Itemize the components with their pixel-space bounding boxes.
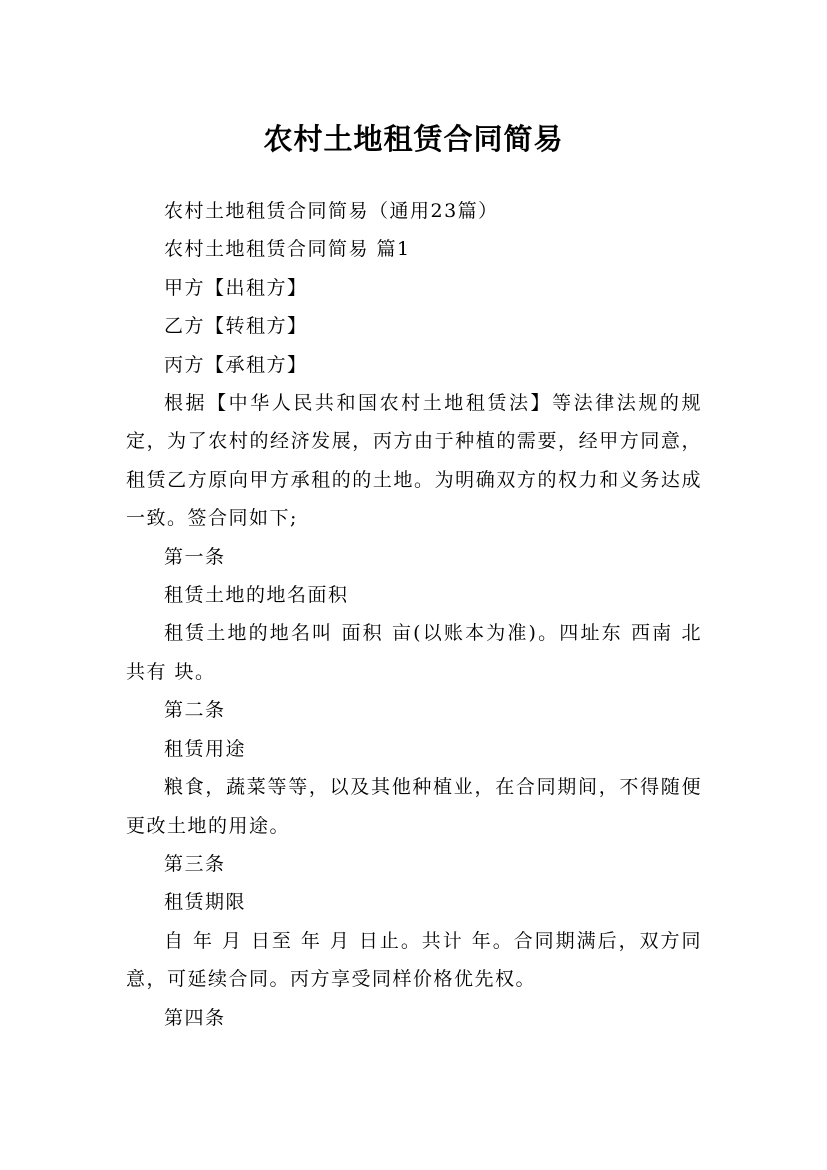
paragraph-article-1: 第一条 [164, 545, 226, 568]
paragraph-article-1-body: 租赁土地的地名叫 面积 亩(以账本为准)。四址东 西南 北 共有 块。 [126, 622, 702, 683]
paragraph-article-1-title: 租赁土地的地名面积 [164, 584, 349, 607]
paragraph-article-4: 第四条 [164, 1006, 226, 1029]
paragraph-article-2: 第二条 [164, 699, 226, 722]
document-body [126, 192, 702, 1037]
paragraph-subtitle: 农村土地租赁合同简易（通用23篇） [164, 200, 499, 222]
paragraph-party-a: 甲方【出租方】 [164, 276, 308, 299]
paragraph-article-3: 第三条 [164, 852, 226, 875]
paragraph-party-c: 丙方【承租方】 [164, 353, 308, 376]
paragraph-article-2-body: 粮食，蔬菜等等，以及其他种植业，在合同期间，不得随便更改土地的用途。 [126, 776, 702, 837]
paragraph-article-3-title: 租赁期限 [164, 891, 247, 914]
document-title: 农村土地租赁合同简易 [263, 122, 564, 157]
paragraph-article-3-body: 自 年 月 日至 年 月 日止。共计 年。合同期满后，双方同意，可延续合同。丙方享受同样价格优先权。 [126, 929, 702, 991]
paragraph-preamble: 根据【中华人民共和国农村土地租赁法】等法律法规的规定，为了农村的经济发展，丙方由于种植的需要，经甲方同意，租赁乙方原向甲方承租的的土地。为明确双方的权力和义务达成一致。签合同如下; [126, 392, 702, 530]
paragraph-article-2-title: 租赁用途 [164, 737, 247, 760]
paragraph-section-heading: 农村土地租赁合同简易 篇1 [164, 238, 411, 261]
paragraph-party-b: 乙方【转租方】 [164, 315, 308, 338]
